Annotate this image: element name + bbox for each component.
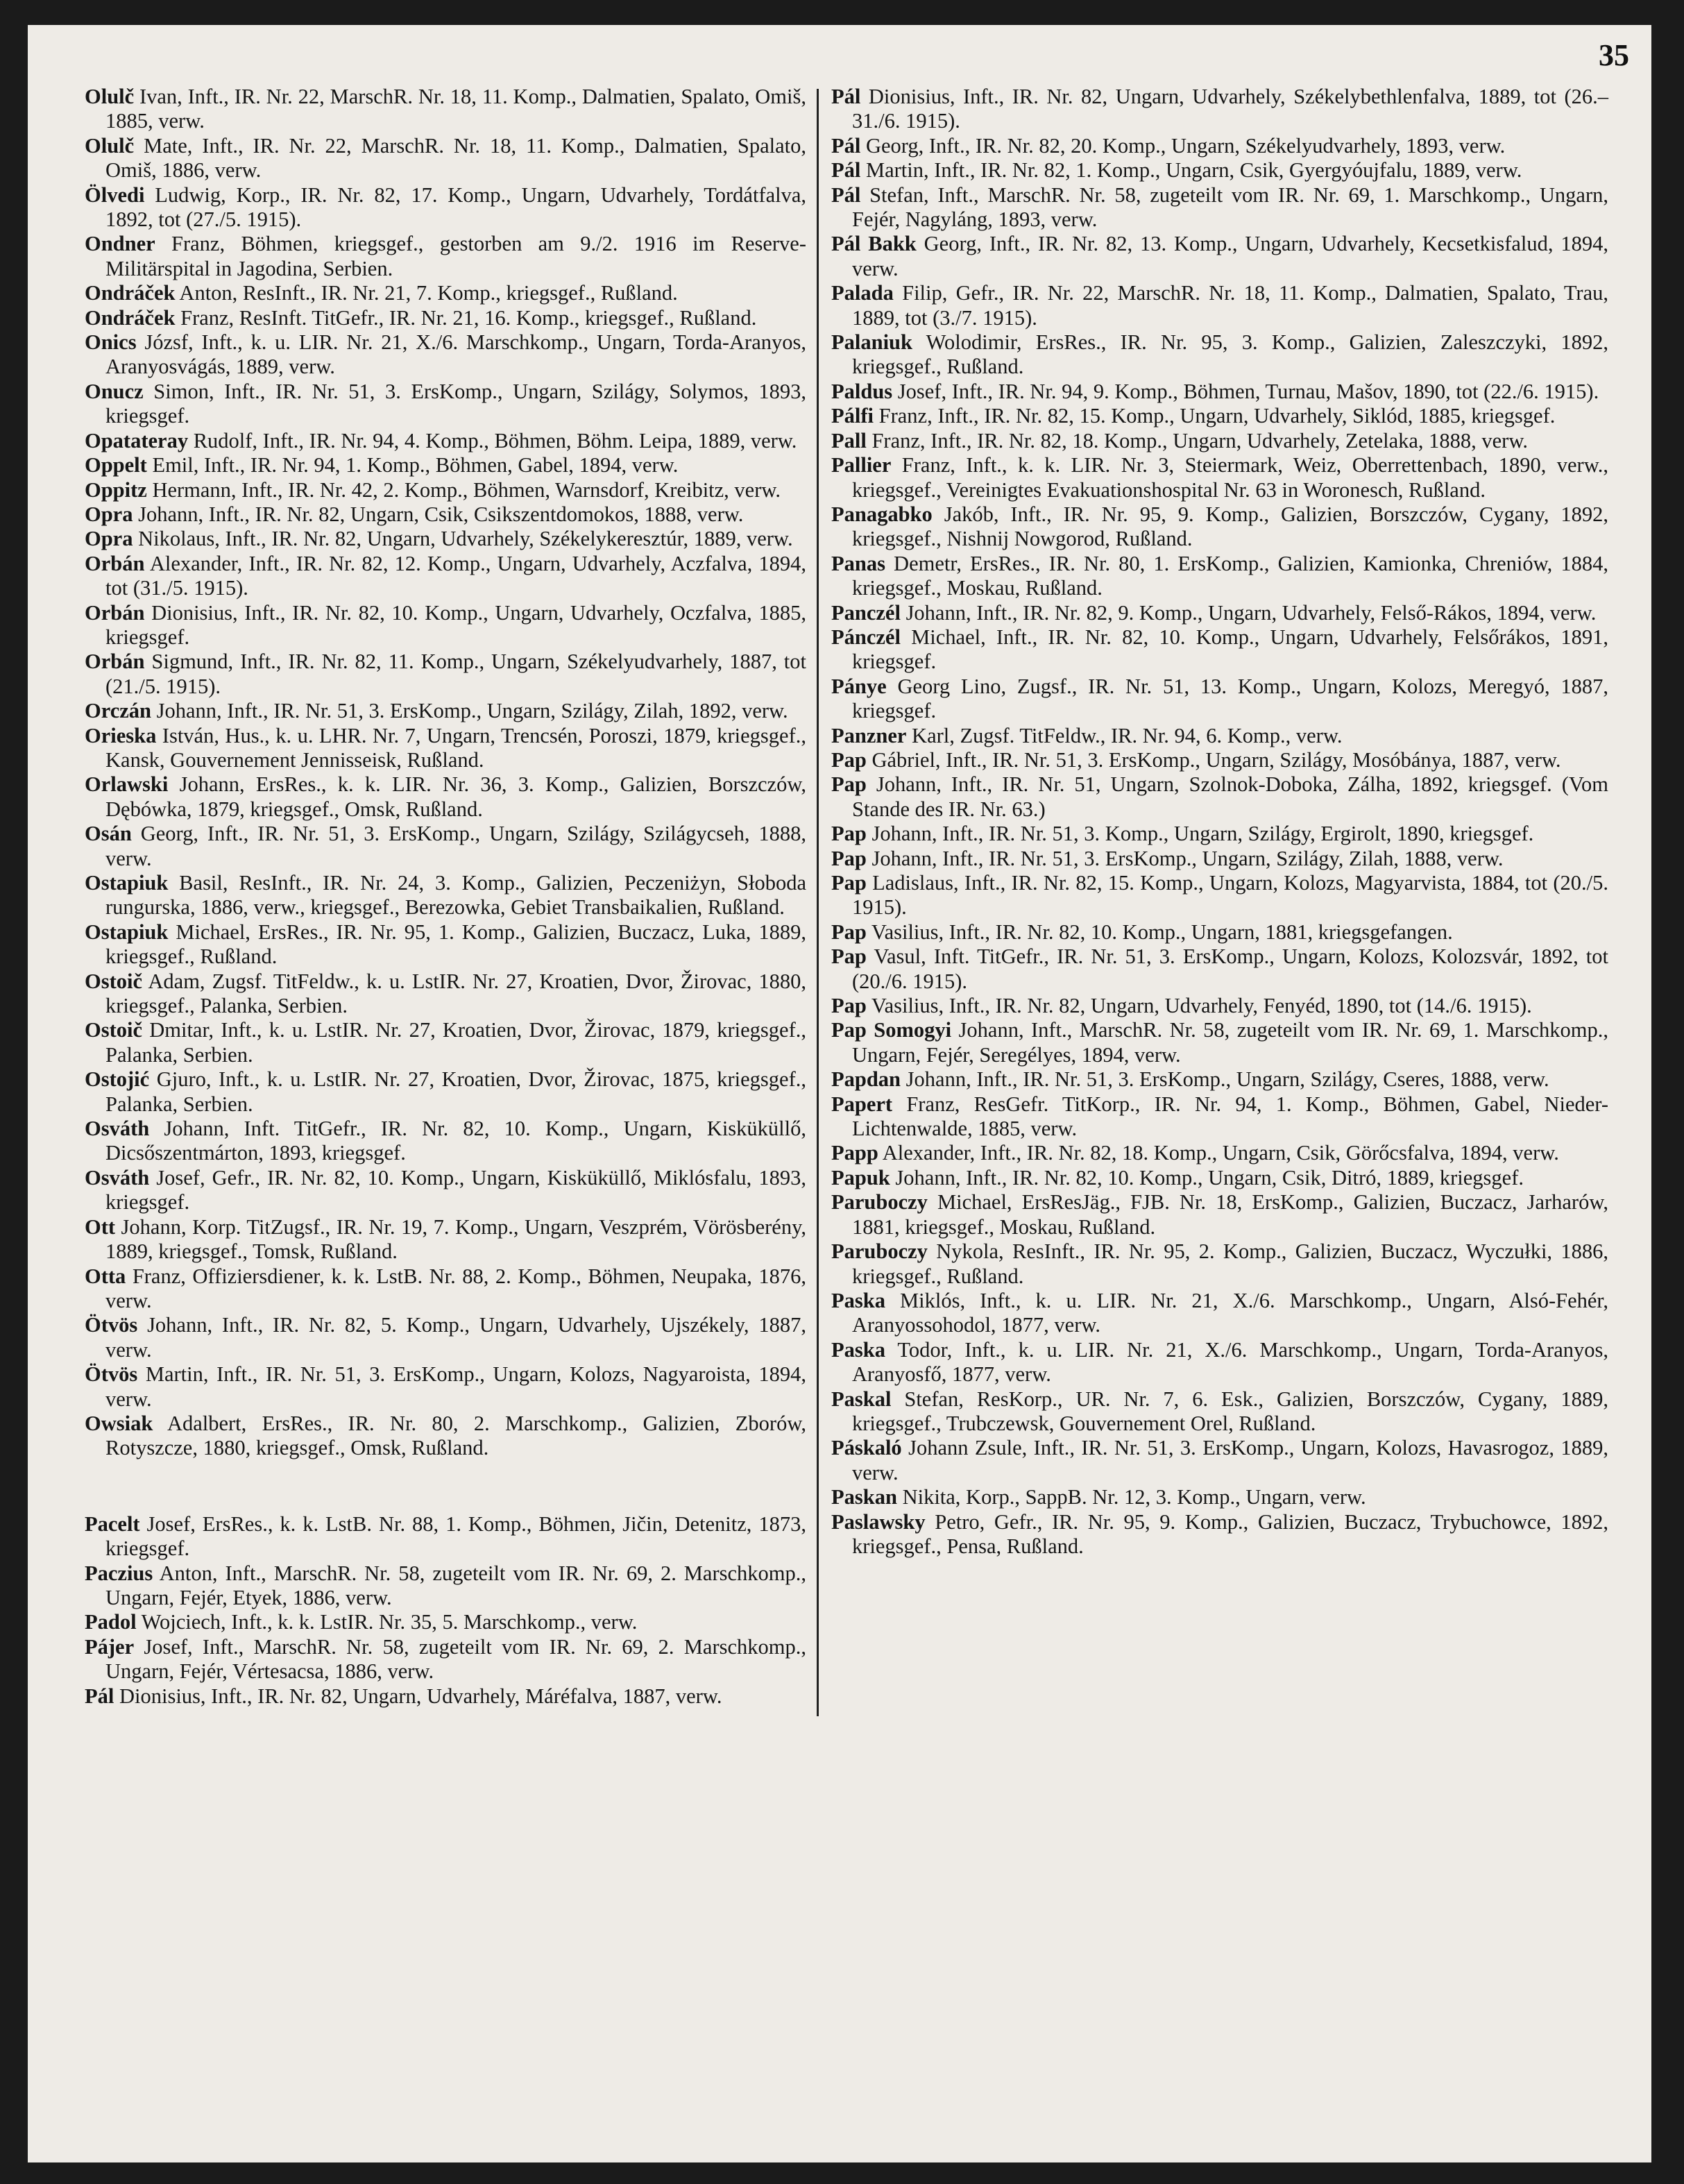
section-gap xyxy=(85,1461,806,1512)
entry-surname: Papp xyxy=(831,1141,878,1165)
entry-surname: Paruboczy xyxy=(831,1190,928,1214)
entry-details: Gábriel, Inft., IR. Nr. 51, 3. ErsKomp., Ungarn, Szilágy, Mosóbánya, 1887, verw. xyxy=(866,747,1561,772)
entry-surname: Pájer xyxy=(85,1634,135,1659)
entry-surname: Paskal xyxy=(831,1387,892,1411)
entry-details: Józsf, Inft., k. u. LIR. Nr. 21, X./6. Marschkomp., Ungarn, Torda-Aranyos, Aranyosvágás, 1889, verw. xyxy=(105,330,806,379)
entry-details: Vasilius, Inft., IR. Nr. 82, Ungarn, Udvarhely, Fenyéd, 1890, tot (14./6. 1915). xyxy=(866,994,1532,1018)
entry-surname: Pál xyxy=(831,85,861,108)
list-item xyxy=(831,429,1608,453)
list-item xyxy=(85,1362,806,1412)
entry-surname: Paczius xyxy=(85,1561,153,1585)
list-item xyxy=(831,453,1608,502)
entry-details: Jakób, Inft., IR. Nr. 95, 9. Komp., Galizien, Borszczów, Cygany, 1892, kriegsgef., Nishnij Nowgorod, Rußland. xyxy=(852,502,1608,551)
entry-surname: Olulč xyxy=(85,133,135,158)
list-item xyxy=(85,772,806,822)
entry-details: Johann, Inft., IR. Nr. 82, 10. Komp., Ungarn, Csik, Ditró, 1889, kriegsgef. xyxy=(890,1165,1524,1190)
entry-surname: Ostoič xyxy=(85,1018,143,1042)
entry-surname: Pap xyxy=(831,920,867,944)
entry-details: Franz, ResGefr. TitKorp., IR. Nr. 94, 1. Komp., Böhmen, Gabel, Nieder-Lichtenwalde, 1885, verw. xyxy=(852,1092,1608,1141)
entry-surname: Pap xyxy=(831,747,867,772)
entry-details: István, Hus., k. u. LHR. Nr. 7, Ungarn, Trencsén, Poroszi, 1879, kriegsgef., Kansk, Gouvernement Jennisseisk, Rußland. xyxy=(105,723,806,772)
entry-surname: Ostapiuk xyxy=(85,871,169,895)
list-item xyxy=(831,772,1608,822)
entry-details: Michael, Inft., IR. Nr. 82, 10. Komp., Ungarn, Udvarhely, Felsőrákos, 1891, kriegsgef. xyxy=(852,625,1608,674)
list-item xyxy=(85,380,806,429)
entry-surname: Pál xyxy=(831,133,861,158)
entry-details: Ivan, Inft., IR. Nr. 22, MarschR. Nr. 18, 11. Komp., Dalmatien, Spalato, Omiš, 1885, verw. xyxy=(105,85,806,133)
entry-details: Georg, Inft., IR. Nr. 82, 13. Komp., Ungarn, Udvarhely, Kecsetkisfalud, 1894, verw. xyxy=(852,232,1609,280)
list-item xyxy=(85,871,806,920)
entry-details: Nykola, ResInft., IR. Nr. 95, 2. Komp., Galizien, Buczacz, Wyczułki, 1886, kriegsgef., Rußland. xyxy=(852,1239,1608,1288)
list-item xyxy=(831,1510,1608,1559)
left-entries-p xyxy=(85,1512,806,1709)
entry-details: Johann, Inft., IR. Nr. 51, 3. Komp., Ungarn, Szilágy, Ergirolt, 1890, kriegsgef. xyxy=(866,822,1534,846)
list-item xyxy=(85,478,806,502)
list-item xyxy=(831,724,1608,748)
entry-surname: Osváth xyxy=(85,1165,150,1190)
entry-surname: Pál xyxy=(831,158,861,183)
list-item xyxy=(85,1412,806,1461)
entry-surname: Pacelt xyxy=(85,1512,140,1536)
entry-details: Anton, ResInft., IR. Nr. 21, 7. Komp., kriegsgef., Rußland. xyxy=(175,281,678,305)
entry-details: Petro, Gefr., IR. Nr. 95, 9. Komp., Galizien, Buczacz, Trybuchowce, 1892, kriegsgef., Pensa, Rußland. xyxy=(852,1509,1608,1558)
list-item xyxy=(85,920,806,970)
entry-details: Johann, Inft. TitGefr., IR. Nr. 82, 10. Komp., Ungarn, Kisküküllő, Dicsőszentmárton, 1893, kriegsgef. xyxy=(105,1117,806,1165)
entry-surname: Pálfi xyxy=(831,404,874,428)
entry-details: Anton, Inft., MarschR. Nr. 58, zugeteilt vom IR. Nr. 69, 2. Marschkomp., Ungarn, Fejér, Etyek, 1886, verw. xyxy=(105,1561,806,1609)
list-item xyxy=(85,970,806,1019)
entry-details: Gjuro, Inft., k. u. LstIR. Nr. 27, Kroatien, Dvor, Žirovac, 1875, kriegsgef., Palanka, Serbien. xyxy=(105,1067,806,1116)
list-item xyxy=(85,183,806,232)
entry-details: Johann, Inft., IR. Nr. 51, 3. ErsKomp., Ungarn, Szilágy, Zilah, 1892, verw. xyxy=(151,699,788,723)
entry-details: Dionisius, Inft., IR. Nr. 82, Ungarn, Udvarhely, Székelybethlenfalva, 1889, tot (26.–31./6. 1915). xyxy=(852,85,1608,133)
entry-details: Miklós, Inft., k. u. LIR. Nr. 21, X./6. Marschkomp., Ungarn, Alsó-Fehér, Aranyossohodol, 1877, verw. xyxy=(852,1288,1608,1337)
list-item xyxy=(831,183,1608,232)
list-item xyxy=(831,1338,1608,1387)
list-item xyxy=(85,330,806,380)
list-item xyxy=(831,945,1608,994)
entry-details: Martin, Inft., IR. Nr. 82, 1. Komp., Ungarn, Csik, Gyergyóujfalu, 1889, verw. xyxy=(860,158,1522,183)
entry-details: Josef, Inft., IR. Nr. 94, 9. Komp., Böhmen, Turnau, Mašov, 1890, tot (22./6. 1915). xyxy=(892,379,1599,403)
entry-surname: Paruboczy xyxy=(831,1239,928,1264)
entry-surname: Pál xyxy=(831,183,861,207)
entry-details: Johann, Inft., MarschR. Nr. 58, zugeteilt vom IR. Nr. 69, 1. Marschkomp., Ungarn, Fejér, Seregélyes, 1894, verw. xyxy=(852,1018,1609,1067)
list-item xyxy=(831,1289,1608,1338)
entry-surname: Papuk xyxy=(831,1165,890,1190)
entry-details: Demetr, ErsRes., IR. Nr. 80, 1. ErsKomp., Galizien, Kamionka, Chreniów, 1884, kriegsgef., Moskau, Rußland. xyxy=(852,551,1608,600)
entry-details: Franz, Böhmen, kriegsgef., gestorben am 9./2. 1916 im Reserve-Militärspital in Jagodina, Serbien. xyxy=(105,232,806,280)
list-item xyxy=(831,281,1608,330)
entry-details: Nikita, Korp., SappB. Nr. 12, 3. Komp., Ungarn, verw. xyxy=(896,1485,1366,1509)
entry-details: Todor, Inft., k. u. LIR. Nr. 21, X./6. Marschkomp., Ungarn, Torda-Aranyos, Aranyosfő, 1877, verw. xyxy=(852,1337,1608,1387)
list-item xyxy=(831,1067,1608,1092)
entry-surname: Orlawski xyxy=(85,772,169,797)
list-item xyxy=(831,675,1608,724)
list-item xyxy=(85,1684,806,1709)
entry-surname: Olulč xyxy=(85,85,135,108)
entry-surname: Oppitz xyxy=(85,477,147,502)
entry-surname: Orieska xyxy=(85,723,157,747)
list-item xyxy=(831,1239,1608,1289)
entry-surname: Ondráček xyxy=(85,305,176,330)
list-item xyxy=(85,1067,806,1117)
entry-surname: Otta xyxy=(85,1264,126,1288)
entry-surname: Orbán xyxy=(85,551,145,575)
entry-details: Dionisius, Inft., IR. Nr. 82, 10. Komp., Ungarn, Udvarhely, Oczfalva, 1885, kriegsgef. xyxy=(105,600,806,649)
list-item xyxy=(831,1166,1608,1190)
entry-surname: Oppelt xyxy=(85,453,147,477)
list-item xyxy=(85,1117,806,1166)
list-item xyxy=(831,502,1608,552)
entry-details: Franz, Inft., k. k. LIR. Nr. 3, Steiermark, Weiz, Oberrettenbach, 1890, verw., kriegsgef., Vereinigtes Evakuationshospital Nr. 63 in Woronesch, Rußland. xyxy=(852,453,1608,502)
entry-details: Georg, Inft., IR. Nr. 82, 20. Komp., Ungarn, Székelyudvarhely, 1893, verw. xyxy=(860,133,1506,158)
entry-details: Mate, Inft., IR. Nr. 22, MarschR. Nr. 18, 11. Komp., Dalmatien, Spalato, Omiš, 1886, verw. xyxy=(105,133,806,183)
list-item xyxy=(831,1018,1608,1067)
entry-details: Michael, ErsResJäg., FJB. Nr. 18, ErsKomp., Galizien, Buczacz, Jarharów, 1881, kriegsgef., Moskau, Rußland. xyxy=(852,1190,1608,1239)
entry-surname: Panas xyxy=(831,551,885,575)
entry-surname: Paskan xyxy=(831,1485,897,1509)
entry-surname: Opra xyxy=(85,527,133,551)
entry-details: Rudolf, Inft., IR. Nr. 94, 4. Komp., Böhmen, Böhm. Leipa, 1889, verw. xyxy=(188,428,797,452)
page-number: 35 xyxy=(1599,38,1629,72)
list-item xyxy=(85,1018,806,1067)
entry-details: Filip, Gefr., IR. Nr. 22, MarschR. Nr. 18, 11. Komp., Dalmatien, Spalato, Trau, 1889, tot (3./7. 1915). xyxy=(852,281,1608,330)
entry-details: Ludwig, Korp., IR. Nr. 82, 17. Komp., Ungarn, Udvarhely, Tordátfalva, 1892, tot (27./5. 1915). xyxy=(105,183,806,232)
entry-surname: Padol xyxy=(85,1610,137,1634)
list-item xyxy=(831,158,1608,183)
column-divider xyxy=(817,89,819,1716)
list-item xyxy=(85,502,806,527)
entry-details: Johann, Inft., IR. Nr. 82, Ungarn, Csik, Csikszentdomokos, 1888, verw. xyxy=(133,502,744,526)
entry-details: Johann, Inft., IR. Nr. 51, 3. ErsKomp., Ungarn, Szilágy, Zilah, 1888, verw. xyxy=(866,846,1504,870)
entry-details: Vasilius, Inft., IR. Nr. 82, 10. Komp., Ungarn, 1881, kriegsgefangen. xyxy=(866,920,1453,944)
entry-details: Johann, Inft., IR. Nr. 51, 3. ErsKomp., Ungarn, Szilágy, Cseres, 1888, verw. xyxy=(901,1067,1549,1092)
left-entries-o xyxy=(85,85,806,1461)
entry-details: Wolodimir, ErsRes., IR. Nr. 95, 3. Komp., Galizien, Zaleszczyki, 1892, kriegsgef., Rußland. xyxy=(852,330,1608,379)
list-item xyxy=(831,85,1608,134)
list-item xyxy=(85,1166,806,1215)
entry-surname: Opatateray xyxy=(85,428,189,452)
list-item xyxy=(85,527,806,551)
list-item xyxy=(831,1092,1608,1142)
list-item xyxy=(831,847,1608,871)
entry-surname: Osán xyxy=(85,822,132,846)
list-item xyxy=(85,1264,806,1314)
list-item xyxy=(831,232,1608,281)
entry-surname: Pánye xyxy=(831,674,887,698)
entry-surname: Ostapiuk xyxy=(85,920,169,944)
document-page xyxy=(28,25,1651,2162)
entry-details: Stefan, Inft., MarschR. Nr. 58, zugeteilt vom IR. Nr. 69, 1. Marschkomp., Ungarn, Fejér, Nagyláng, 1893, verw. xyxy=(852,183,1608,232)
list-item xyxy=(85,822,806,871)
entry-surname: Ostojić xyxy=(85,1067,150,1092)
list-item xyxy=(831,994,1608,1018)
list-item xyxy=(85,134,806,183)
entry-surname: Pap xyxy=(831,822,867,846)
entry-details: Wojciech, Inft., k. k. LstIR. Nr. 35, 5. Marschkomp., verw. xyxy=(136,1610,638,1634)
entry-details: Stefan, ResKorp., UR. Nr. 7, 6. Esk., Galizien, Borszczów, Cygany, 1889, kriegsgef., Trubczewsk, Gouvernement Orel, Rußland. xyxy=(852,1387,1608,1435)
entry-surname: Paska xyxy=(831,1337,885,1362)
entry-details: Franz, Inft., IR. Nr. 82, 15. Komp., Ungarn, Udvarhely, Siklód, 1885, kriegsgef. xyxy=(874,404,1556,428)
entry-details: Basil, ResInft., IR. Nr. 24, 3. Komp., Galizien, Peczeniżyn, Słoboda rungurska, 1886, verw., kriegsgef., Berezowka, Gebiet Transbaikalien, Rußland. xyxy=(105,871,806,920)
entry-details: Vasul, Inft. TitGefr., IR. Nr. 51, 3. ErsKomp., Ungarn, Kolozs, Kolozsvár, 1892, tot (20./6. 1915). xyxy=(852,945,1608,993)
entry-details: Johann, Inft., IR. Nr. 51, Ungarn, Szolnok-Doboka, Zálha, 1892, kriegsgef. (Vom Stande des IR. Nr. 63.) xyxy=(852,772,1608,821)
entry-surname: Pap xyxy=(831,945,867,969)
left-column xyxy=(85,85,806,1709)
list-item xyxy=(831,134,1608,158)
entry-surname: Ölvedi xyxy=(85,183,145,207)
list-item xyxy=(831,625,1608,675)
entry-surname: Pap xyxy=(831,772,867,797)
entry-details: Karl, Zugsf. TitFeldw., IR. Nr. 94, 6. Komp., verw. xyxy=(906,723,1343,747)
entry-surname: Páskaló xyxy=(831,1436,902,1460)
entry-surname: Pall xyxy=(831,428,867,452)
list-item xyxy=(831,871,1608,920)
list-item xyxy=(831,601,1608,625)
entry-surname: Pallier xyxy=(831,453,892,477)
entry-details: Josef, ErsRes., k. k. LstB. Nr. 88, 1. Komp., Böhmen, Jičin, Detenitz, 1873, kriegsgef. xyxy=(105,1512,806,1561)
entry-details: Ladislaus, Inft., IR. Nr. 82, 15. Komp., Ungarn, Kolozs, Magyarvista, 1884, tot (20./5. 1915). xyxy=(852,871,1608,920)
entry-details: Johann, ErsRes., k. k. LIR. Nr. 36, 3. Komp., Galizien, Borszczów, Dębówka, 1879, kriegsgef., Omsk, Rußland. xyxy=(105,772,806,821)
entry-details: Franz, ResInft. TitGefr., IR. Nr. 21, 16. Komp., kriegsgef., Rußland. xyxy=(175,305,757,330)
entry-details: Nikolaus, Inft., IR. Nr. 82, Ungarn, Udvarhely, Székelykeresztúr, 1889, verw. xyxy=(133,527,793,551)
entry-surname: Orczán xyxy=(85,699,151,723)
list-item xyxy=(85,232,806,281)
entry-surname: Paska xyxy=(831,1288,885,1312)
entry-surname: Onics xyxy=(85,330,137,355)
entry-surname: Panczél xyxy=(831,600,901,625)
list-item xyxy=(831,380,1608,404)
entry-details: Hermann, Inft., IR. Nr. 42, 2. Komp., Böhmen, Warnsdorf, Kreibitz, verw. xyxy=(146,477,781,502)
entry-surname: Ötvös xyxy=(85,1362,138,1387)
list-item xyxy=(85,1512,806,1561)
entry-details: Georg, Inft., IR. Nr. 51, 3. ErsKomp., Ungarn, Szilágy, Szilágycseh, 1888, verw. xyxy=(105,822,806,870)
list-item xyxy=(85,1215,806,1264)
entry-surname: Palada xyxy=(831,281,894,305)
entry-surname: Panzner xyxy=(831,723,907,747)
entry-surname: Osváth xyxy=(85,1117,150,1141)
list-item xyxy=(831,822,1608,846)
entry-details: Johann, Inft., IR. Nr. 82, 5. Komp., Ungarn, Udvarhely, Ujszékely, 1887, verw. xyxy=(105,1313,806,1362)
list-item xyxy=(85,601,806,650)
list-item xyxy=(85,552,806,601)
entry-surname: Ostoič xyxy=(85,969,143,993)
list-item xyxy=(85,1561,806,1611)
entry-details: Adalbert, ErsRes., IR. Nr. 80, 2. Marschkomp., Galizien, Zborów, Rotyszcze, 1880, kriegsgef., Omsk, Rußland. xyxy=(105,1411,806,1460)
entry-surname: Ott xyxy=(85,1214,116,1239)
entry-details: Franz, Inft., IR. Nr. 82, 18. Komp., Ungarn, Udvarhely, Zetelaka, 1888, verw. xyxy=(866,428,1529,452)
entry-surname: Pál Bakk xyxy=(831,232,917,256)
entry-details: Emil, Inft., IR. Nr. 94, 1. Komp., Böhmen, Gabel, 1894, verw. xyxy=(146,453,679,477)
list-item xyxy=(831,404,1608,428)
entry-surname: Ondráček xyxy=(85,281,176,305)
entry-surname: Pap xyxy=(831,871,867,895)
entry-surname: Palaniuk xyxy=(831,330,912,355)
entry-surname: Opra xyxy=(85,502,133,526)
entry-details: Johann, Inft., IR. Nr. 82, 9. Komp., Ungarn, Udvarhely, Felső-Rákos, 1894, verw. xyxy=(900,600,1597,625)
entry-details: Alexander, Inft., IR. Nr. 82, 18. Komp., Ungarn, Csik, Görőcsfalva, 1894, verw. xyxy=(878,1141,1559,1165)
entry-surname: Pap xyxy=(831,994,867,1018)
list-item xyxy=(831,920,1608,945)
entry-details: Simon, Inft., IR. Nr. 51, 3. ErsKomp., Ungarn, Szilágy, Solymos, 1893, kriegsgef. xyxy=(105,379,806,428)
list-item xyxy=(85,453,806,477)
list-item xyxy=(831,1387,1608,1437)
entry-details: Adam, Zugsf. TitFeldw., k. u. LstIR. Nr. 27, Kroatien, Dvor, Žirovac, 1880, kriegsgef., Palanka, Serbien. xyxy=(105,969,806,1018)
list-item xyxy=(85,429,806,453)
list-item xyxy=(831,330,1608,380)
entry-surname: Ötvös xyxy=(85,1313,138,1337)
entry-details: Martin, Inft., IR. Nr. 51, 3. ErsKomp., Ungarn, Kolozs, Nagyaroista, 1894, verw. xyxy=(105,1362,806,1411)
entry-surname: Papdan xyxy=(831,1067,901,1092)
list-item xyxy=(85,306,806,330)
entry-surname: Pap Somogyi xyxy=(831,1018,952,1042)
entry-surname: Panagabko xyxy=(831,502,933,526)
list-item xyxy=(831,1436,1608,1485)
entry-surname: Onucz xyxy=(85,379,144,403)
entry-details: Michael, ErsRes., IR. Nr. 95, 1. Komp., Galizien, Buczacz, Luka, 1889, kriegsgef., Rußland. xyxy=(105,920,806,969)
list-item xyxy=(831,1141,1608,1165)
entry-surname: Paldus xyxy=(831,379,893,403)
entry-details: Sigmund, Inft., IR. Nr. 82, 11. Komp., Ungarn, Székelyudvarhely, 1887, tot (21./5. 1915). xyxy=(105,650,806,698)
entry-surname: Orbán xyxy=(85,650,145,674)
entry-surname: Paslawsky xyxy=(831,1509,926,1534)
list-item xyxy=(831,748,1608,772)
list-item xyxy=(85,650,806,699)
entry-details: Johann, Korp. TitZugsf., IR. Nr. 19, 7. Komp., Ungarn, Veszprém, Vörösberény, 1889, kriegsgef., Tomsk, Rußland. xyxy=(105,1214,806,1264)
list-item xyxy=(85,1610,806,1634)
entry-details: Franz, Offiziersdiener, k. k. LstB. Nr. 88, 2. Komp., Böhmen, Neupaka, 1876, verw. xyxy=(105,1264,806,1312)
list-item xyxy=(85,85,806,134)
entry-surname: Pap xyxy=(831,846,867,870)
entry-surname: Pál xyxy=(85,1684,114,1708)
entry-details: Johann Zsule, Inft., IR. Nr. 51, 3. ErsKomp., Ungarn, Kolozs, Havasrogoz, 1889, verw. xyxy=(852,1436,1608,1484)
list-item xyxy=(831,1485,1608,1509)
list-item xyxy=(85,1635,806,1684)
right-entries xyxy=(831,85,1608,1559)
entry-details: Josef, Gefr., IR. Nr. 82, 10. Komp., Ungarn, Kisküküllő, Miklósfalu, 1893, kriegsgef. xyxy=(105,1165,806,1214)
list-item xyxy=(85,281,806,305)
entry-surname: Papert xyxy=(831,1092,893,1116)
list-item xyxy=(85,1313,806,1362)
entry-details: Dionisius, Inft., IR. Nr. 82, Ungarn, Udvarhely, Máréfalva, 1887, verw. xyxy=(114,1684,722,1708)
entry-details: Alexander, Inft., IR. Nr. 82, 12. Komp., Ungarn, Udvarhely, Aczfalva, 1894, tot (31./5. 1915). xyxy=(105,551,806,600)
list-item xyxy=(831,552,1608,601)
list-item xyxy=(85,724,806,773)
entry-details: Josef, Inft., MarschR. Nr. 58, zugeteilt vom IR. Nr. 69, 2. Marschkomp., Ungarn, Fejér, Vértesacsa, 1886, verw. xyxy=(105,1634,806,1684)
entry-details: Georg Lino, Zugsf., IR. Nr. 51, 13. Komp., Ungarn, Kolozs, Meregyó, 1887, kriegsgef. xyxy=(852,674,1608,723)
list-item xyxy=(831,1190,1608,1239)
entry-surname: Pánczél xyxy=(831,625,901,649)
entry-surname: Orbán xyxy=(85,600,145,625)
entry-surname: Ondner xyxy=(85,232,155,256)
list-item xyxy=(85,699,806,723)
entry-details: Dmitar, Inft., k. u. LstIR. Nr. 27, Kroatien, Dvor, Žirovac, 1879, kriegsgef., Palanka, Serbien. xyxy=(105,1018,806,1067)
entry-surname: Owsiak xyxy=(85,1411,153,1435)
right-column xyxy=(831,85,1608,1559)
